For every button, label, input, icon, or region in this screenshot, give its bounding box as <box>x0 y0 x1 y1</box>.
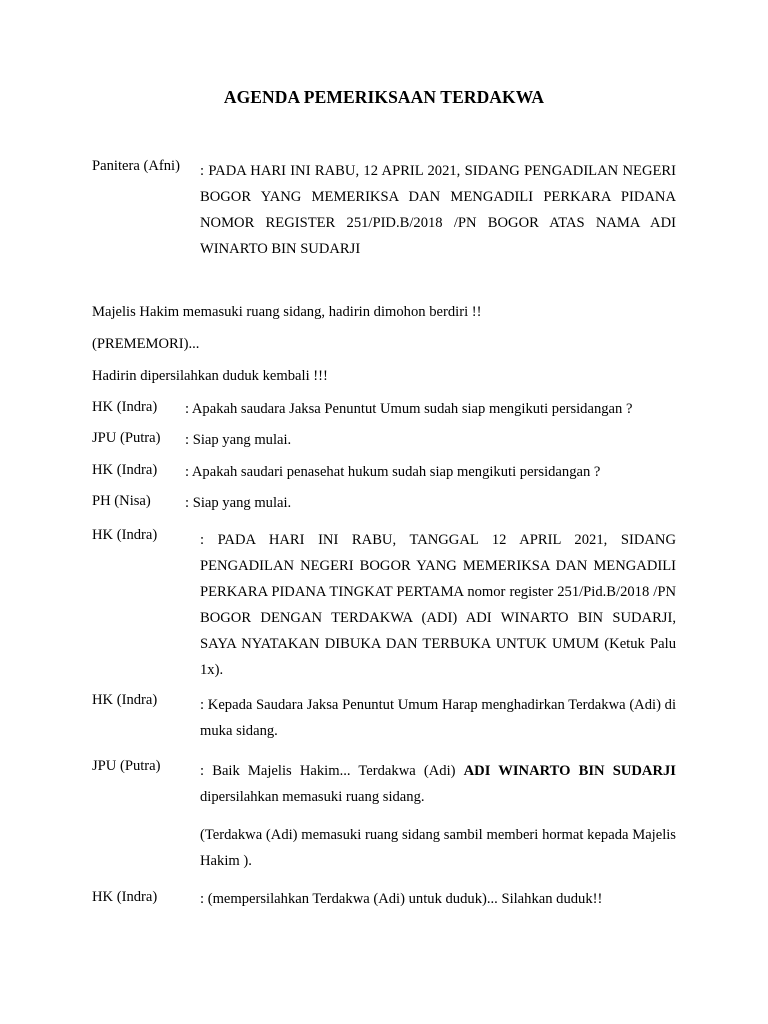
speaker-label: Panitera (Afni) <box>92 158 180 174</box>
dialog-row <box>92 692 676 744</box>
dialog-text: : Siap yang mulai. <box>185 432 292 448</box>
dialog-text <box>200 758 676 810</box>
dialog-text: : Siap yang mulai. <box>185 495 292 511</box>
speaker-label: JPU (Putra) <box>92 758 161 774</box>
speaker-label: PH (Nisa) <box>92 493 151 509</box>
dialog-row <box>92 758 676 810</box>
dialog-row <box>92 889 676 913</box>
dialog-text-end: dipersilahkan memasuki ruang sidang. <box>200 789 425 805</box>
speaker-label: HK (Indra) <box>92 527 158 543</box>
dialog-row <box>92 462 676 486</box>
dialog-row <box>92 430 676 454</box>
document-title: AGENDA PEMERIKSAAN TERDAKWA <box>223 87 545 107</box>
panitera-statement: : PADA HARI INI RABU, 12 APRIL 2021, SIDANG PENGADILAN NEGERI BOGOR YANG MEMERIKSA DAN MENGADILI PERKARA PIDANA NOMOR REGISTER 251/PID.B/2018 /PN BOGOR ATAS NAMA ADI WINARTO BIN SUDARJI <box>200 163 676 257</box>
speaker-label: HK (Indra) <box>92 462 158 478</box>
dialog-row <box>92 493 676 517</box>
stage-note: (Terdakwa (Adi) memasuki ruang sidang sambil memberi hormat kepada Majelis Hakim ). <box>200 827 676 869</box>
dialog-text-start: : Baik Majelis Hakim... Terdakwa (Adi) <box>200 763 464 779</box>
dialog-text: : Apakah saudari penasehat hukum sudah siap mengikuti persidangan ? <box>185 464 601 480</box>
dialog-text: : (mempersilahkan Terdakwa (Adi) untuk duduk)... Silahkan duduk!! <box>200 891 603 907</box>
prememori-line: (PREMEMORI)... <box>92 336 200 352</box>
opening-statement: : PADA HARI INI RABU, TANGGAL 12 APRIL 2021, SIDANG PENGADILAN NEGERI BOGOR YANG MEMERIKSA DAN MENGADILI PERKARA PIDANA TINGKAT PERTAMA nomor register 251/Pid.B/2018 /PN BOGOR DENGAN TERDAKWA (ADI) ADI WINARTO BIN SUDARJI, SAYA NYATAKAN DIBUKA DAN TERBUKA UNTUK UMUM (Ketuk Palu 1x). <box>200 532 676 678</box>
judges-enter-line: Majelis Hakim memasuki ruang sidang, hadirin dimohon berdiri !! <box>92 304 482 320</box>
dialog-text: : Kepada Saudara Jaksa Penuntut Umum Harap menghadirkan Terdakwa (Adi) di muka sidang. <box>200 697 676 739</box>
speaker-label: HK (Indra) <box>92 889 158 905</box>
audience-sit-line: Hadirin dipersilahkan duduk kembali !!! <box>92 368 328 384</box>
speaker-label: HK (Indra) <box>92 399 158 415</box>
dialog-text: : Apakah saudara Jaksa Penuntut Umum sudah siap mengikuti persidangan ? <box>185 401 633 417</box>
speaker-label: HK (Indra) <box>92 692 158 708</box>
speaker-label: JPU (Putra) <box>92 430 161 446</box>
dialog-row <box>92 527 676 683</box>
stage-note-row <box>92 822 676 874</box>
dialog-row <box>92 399 676 423</box>
defendant-name: ADI WINARTO BIN SUDARJI <box>463 763 676 779</box>
panitera-entry <box>92 158 676 262</box>
